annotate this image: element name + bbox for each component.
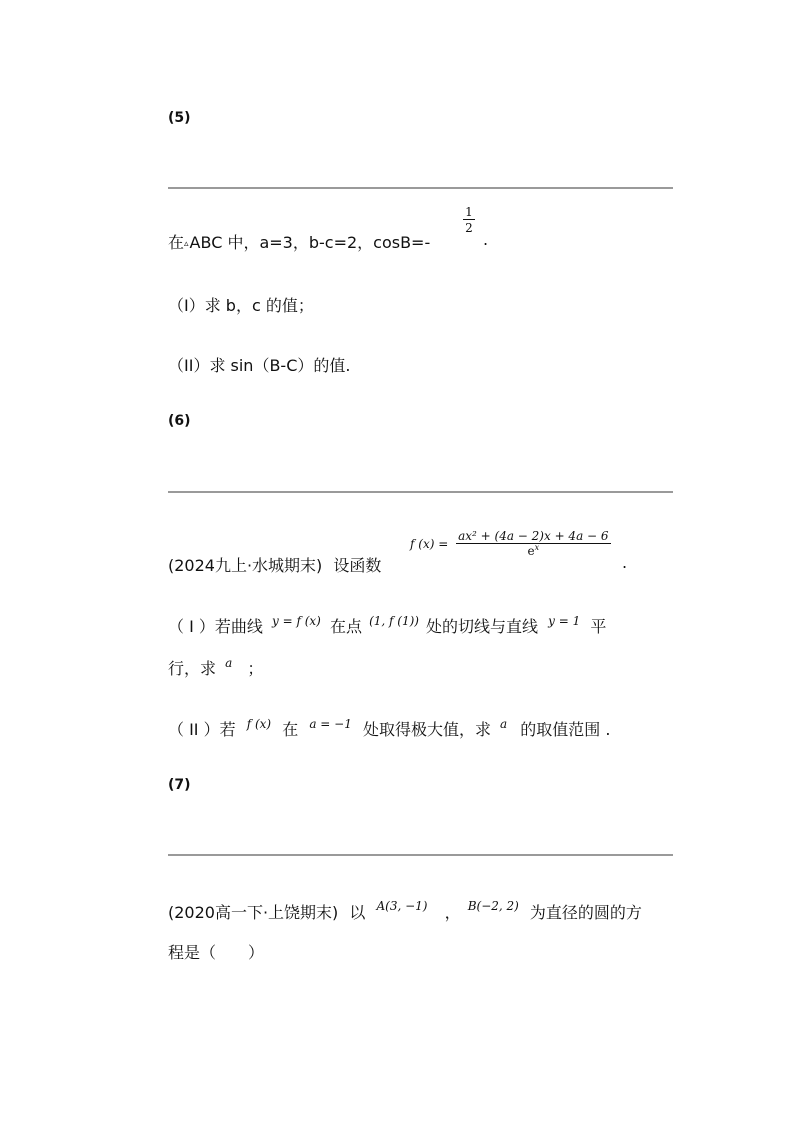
math-line: y = 1: [548, 614, 581, 628]
formula-numerator: ax² + (4a − 2)x + 4a − 6: [458, 529, 609, 543]
question-stem-cont: 程是（ ）: [168, 943, 265, 962]
formula-lhs: f (x) =: [410, 537, 449, 552]
math-point: (1, f (1)): [369, 614, 419, 628]
part-text: 在: [282, 720, 299, 739]
question-part-1: （I）求 b，c 的值；: [168, 296, 314, 315]
part-text: 处的切线与直线: [426, 617, 539, 636]
stem-text: 为直径的圆的方: [529, 903, 642, 922]
fraction-half: [463, 205, 475, 236]
part-text: （ II ）若: [168, 720, 236, 739]
stem-prefix: 在: [168, 233, 185, 252]
fraction-denominator: 2: [465, 221, 473, 235]
formula-den-exp: x: [534, 543, 540, 553]
formula-function: [410, 530, 611, 558]
question-stem: [168, 553, 381, 576]
question-stem: [168, 900, 642, 923]
part-text: 的取值范围 .: [520, 720, 611, 739]
formula-denominator: [456, 544, 610, 558]
math-curve: y = f (x): [272, 614, 321, 628]
part-text: ；: [247, 659, 264, 678]
part-text: 平: [590, 617, 607, 636]
stem-text: 设函数: [333, 556, 382, 575]
question-source: (2020高一下·上饶期末): [168, 903, 339, 922]
fraction-numerator: 1: [463, 205, 475, 220]
question-stem: [168, 230, 430, 253]
triangle-symbol: ▵: [184, 239, 189, 249]
math-a-value: a = −1: [309, 717, 352, 731]
question-number: (5): [168, 110, 191, 126]
question-part-2: （II）求 sin（B-C）的值.: [168, 356, 351, 375]
part-text: 在点: [329, 617, 362, 636]
math-a: a: [500, 717, 508, 731]
part-text: （ I ）若曲线: [168, 617, 263, 636]
divider: [168, 491, 673, 493]
math-point-a: A(3, −1): [376, 899, 428, 913]
question-part-1: [168, 614, 606, 637]
question-source: (2024九上·水城期末): [168, 556, 323, 575]
question-number: (6): [168, 413, 191, 429]
divider: [168, 187, 673, 189]
divider: [168, 854, 673, 856]
stem-end: .: [622, 553, 628, 572]
formula-fraction: [456, 530, 610, 558]
math-fx: f (x): [246, 717, 272, 731]
formula-den-base: e: [527, 544, 535, 559]
part-text: 处取得极大值，求: [362, 720, 491, 739]
part-text: 行，求: [168, 659, 217, 678]
question-part-2: [168, 717, 610, 740]
stem-text: 以: [349, 903, 366, 922]
question-number: (7): [168, 777, 191, 793]
stem-comma: ，: [444, 903, 461, 922]
stem-end: .: [483, 230, 489, 249]
math-a: a: [225, 656, 233, 670]
question-part-1-cont: [168, 656, 263, 679]
stem-text: ABC 中，a=3，b-c=2，cosB=-: [189, 233, 431, 252]
math-point-b: B(−2, 2): [467, 899, 519, 913]
